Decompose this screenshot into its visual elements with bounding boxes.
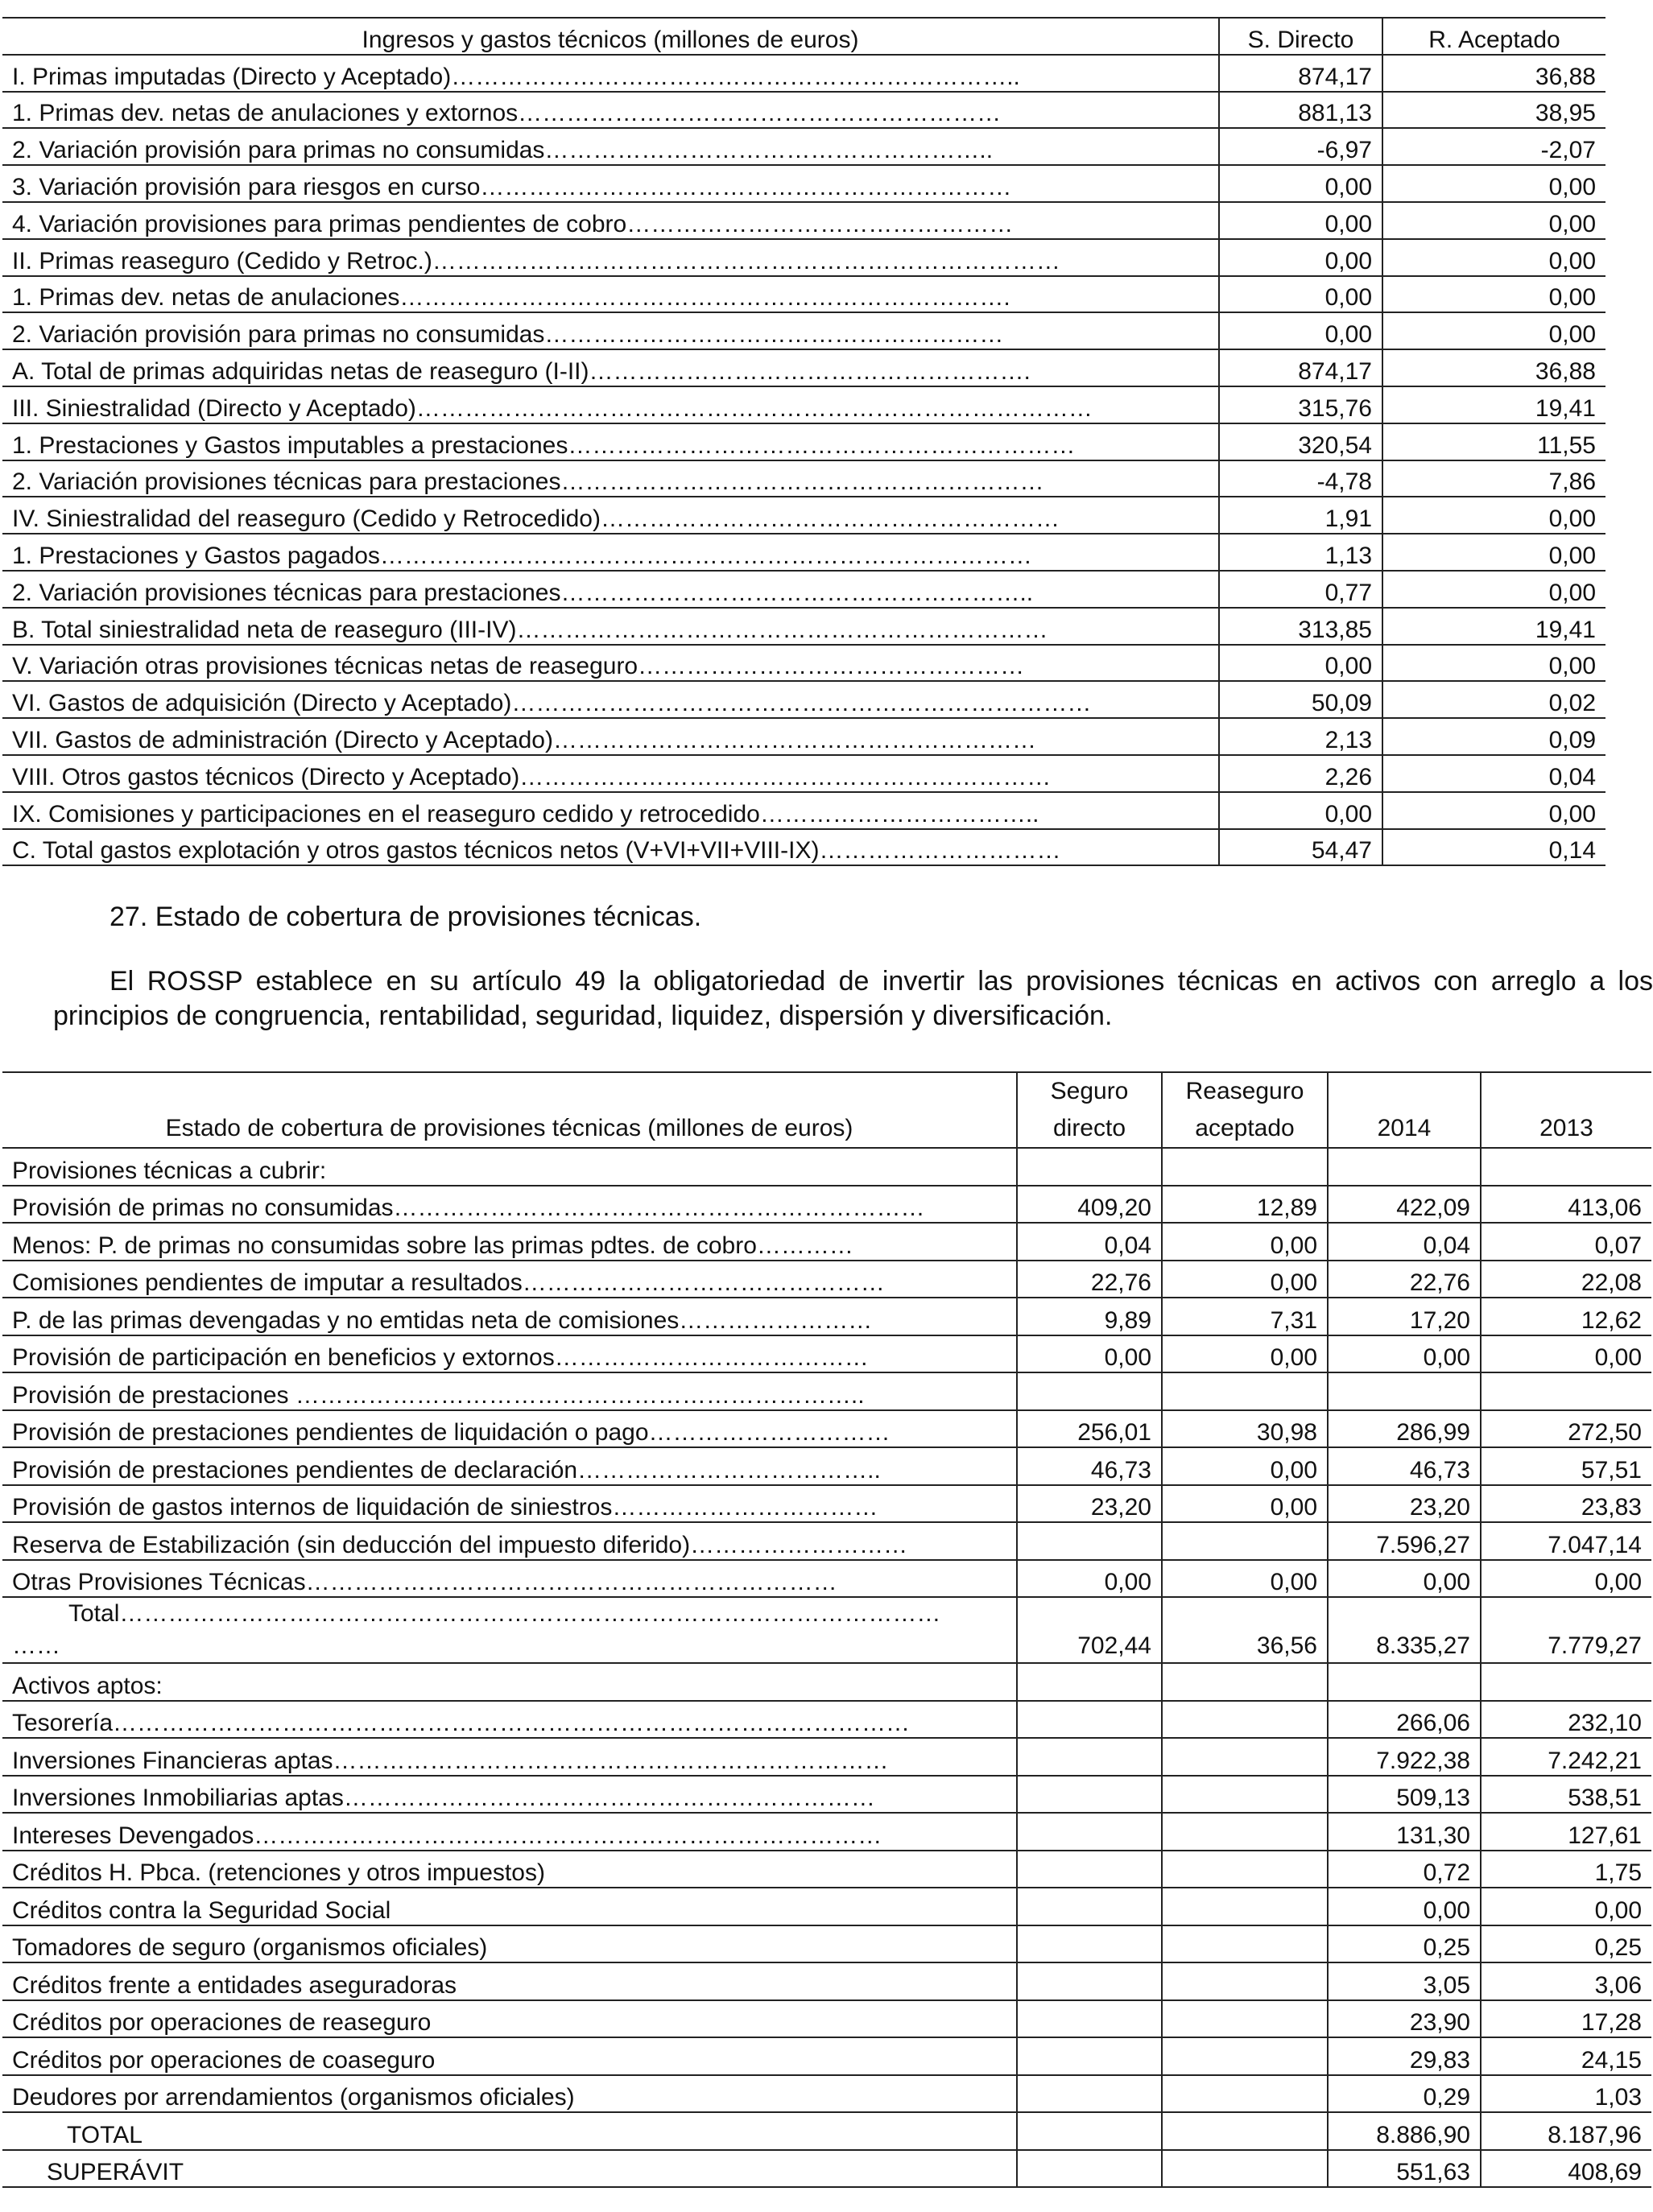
value-2014: 7.596,27 [1328, 1522, 1481, 1560]
empty-cell [1017, 2150, 1162, 2188]
table-row [2, 460, 1605, 497]
row-label: Créditos por operaciones de reaseguro [2, 2000, 1017, 2038]
row-label: Menos: P. de primas no consumidas sobre las primas pdtes. de cobro………… [2, 1223, 1017, 1261]
table-row [2, 312, 1605, 349]
row-label: 2. Variación provisiones técnicas para prestaciones………………………………………………….. [2, 571, 1219, 608]
value-2014: 7.922,38 [1328, 1738, 1481, 1776]
value-2014: 551,63 [1328, 2150, 1481, 2188]
table-row [2, 386, 1605, 423]
value-2013: 413,06 [1481, 1186, 1651, 1224]
value-2014: 46,73 [1328, 1447, 1481, 1485]
value-aceptado: 0,00 [1382, 792, 1605, 829]
table-row [2, 165, 1605, 202]
header-text: Reaseguro [1185, 1078, 1304, 1104]
empty-cell [1162, 2075, 1328, 2113]
value-2013: 127,61 [1481, 1813, 1651, 1851]
header-text: Seguro [1050, 1078, 1129, 1104]
row-label: Activos aptos: [2, 1663, 1017, 1701]
table-row [2, 1851, 1651, 1888]
empty-cell [1017, 1701, 1162, 1739]
row-label: VII. Gastos de administración (Directo y Aceptado)…………………………………………………… [2, 718, 1219, 755]
section-paragraph: El ROSSP establece en su artículo 49 la obligatoriedad de invertir las provisiones técnicas en activos con arreglo a los principios de congruencia, rentabilidad, seguridad, liquidez, dispersión y diversificación. [53, 966, 1653, 1031]
table-row [2, 1447, 1651, 1485]
row-label: IX. Comisiones y participaciones en el reaseguro cedido y retrocedido…………………………….. [2, 792, 1219, 829]
row-label: III. Siniestralidad (Directo y Aceptado)………………………………………………………………………… [2, 386, 1219, 423]
table-row [2, 1738, 1651, 1776]
value-aceptado: 0,00 [1382, 239, 1605, 276]
empty-cell [1162, 1851, 1328, 1888]
value-seguro-directo: 0,00 [1017, 1560, 1162, 1598]
empty-cell [1017, 1776, 1162, 1814]
row-label: 1. Prestaciones y Gastos imputables a prestaciones……………………………………………………… [2, 423, 1219, 460]
value-aceptado: 0,04 [1382, 755, 1605, 792]
table-row [2, 1485, 1651, 1523]
value-aceptado: 0,00 [1382, 497, 1605, 534]
value-directo: 1,13 [1219, 534, 1382, 571]
table-row [2, 1701, 1651, 1739]
empty-cell [1162, 1663, 1328, 1701]
value-directo: 0,00 [1219, 239, 1382, 276]
table-row [2, 718, 1605, 755]
value-2014: 8.886,90 [1328, 2112, 1481, 2150]
empty-cell [1017, 1738, 1162, 1776]
value-seguro-directo: 46,73 [1017, 1447, 1162, 1485]
table-row [2, 92, 1605, 129]
value-reaseguro-aceptado: 30,98 [1162, 1410, 1328, 1448]
value-2014: 0,25 [1328, 1925, 1481, 1963]
value-directo: 315,76 [1219, 386, 1382, 423]
table-row [2, 681, 1605, 718]
total-label-line: Total………………………………………………………………………………………… [68, 1600, 941, 1627]
value-reaseguro-aceptado: 36,56 [1162, 1597, 1328, 1663]
value-2014: 0,72 [1328, 1851, 1481, 1888]
header-seguro-directo [1017, 1072, 1162, 1148]
row-label: I. Primas imputadas (Directo y Aceptado)…………………………………………………………….. [2, 55, 1219, 92]
row-label: 3. Variación provisión para riesgos en curso………………………………………………………… [2, 165, 1219, 202]
row-label: C. Total gastos explotación y otros gastos técnicos netos (V+VI+VII+VIII-IX)………………………… [2, 829, 1219, 866]
value-directo: 54,47 [1219, 829, 1382, 866]
value-2014: 29,83 [1328, 2037, 1481, 2075]
value-2013: 7.779,27 [1481, 1597, 1651, 1663]
value-2013: 1,03 [1481, 2075, 1651, 2113]
table-header-row [2, 1072, 1651, 1148]
value-directo: 1,91 [1219, 497, 1382, 534]
row-label: Provisión de prestaciones pendientes de liquidación o pago………………………… [2, 1410, 1017, 1448]
table-row [2, 1776, 1651, 1814]
empty-cell [1162, 1738, 1328, 1776]
value-directo: -6,97 [1219, 128, 1382, 165]
table-row [2, 571, 1605, 608]
value-directo: 0,00 [1219, 276, 1382, 313]
value-aceptado: 0,09 [1382, 718, 1605, 755]
header-2013: 2013 [1481, 1072, 1651, 1148]
header-reaseguro-aceptado [1162, 1072, 1328, 1148]
value-reaseguro-aceptado: 0,00 [1162, 1335, 1328, 1373]
table-row [2, 829, 1605, 866]
table-row [2, 645, 1605, 682]
header-label: Ingresos y gastos técnicos (millones de euros) [2, 18, 1219, 55]
row-label: 1. Primas dev. netas de anulaciones y extornos…………………………………………………… [2, 92, 1219, 129]
row-label: Provisión de participación en beneficios y extornos………………………………… [2, 1335, 1017, 1373]
empty-cell [1162, 1776, 1328, 1814]
empty-cell [1162, 2112, 1328, 2150]
value-directo: 0,00 [1219, 312, 1382, 349]
table-row [2, 349, 1605, 386]
table-row [2, 1298, 1651, 1335]
table-row [2, 497, 1605, 534]
table-row [2, 2037, 1651, 2075]
row-label: 1. Primas dev. netas de anulaciones…………………………………………………………………. [2, 276, 1219, 313]
row-label: 4. Variación provisiones para primas pendientes de cobro………………………………………… [2, 202, 1219, 239]
value-directo: 313,85 [1219, 608, 1382, 645]
value-2014 [1328, 1663, 1481, 1701]
empty-cell [1017, 2000, 1162, 2038]
value-aceptado: 0,00 [1382, 202, 1605, 239]
value-2013: 22,08 [1481, 1261, 1651, 1298]
row-label: P. de las primas devengadas y no emtidas neta de comisiones…………………… [2, 1298, 1017, 1335]
value-aceptado: 0,00 [1382, 312, 1605, 349]
table-row [2, 1522, 1651, 1560]
value-seguro-directo: 9,89 [1017, 1298, 1162, 1335]
value-2014: 8.335,27 [1328, 1597, 1481, 1663]
value-2013: 7.242,21 [1481, 1738, 1651, 1776]
value-directo: 0,00 [1219, 165, 1382, 202]
empty-cell [1017, 1663, 1162, 1701]
empty-cell [1162, 1813, 1328, 1851]
empty-cell [1162, 2000, 1328, 2038]
value-2013: 0,00 [1481, 1335, 1651, 1373]
value-2014: 22,76 [1328, 1261, 1481, 1298]
row-label: Otras Provisiones Técnicas………………………………………………………… [2, 1560, 1017, 1598]
value-2014: 0,00 [1328, 1888, 1481, 1925]
empty-cell [1162, 1701, 1328, 1739]
row-label: Provisión de prestaciones …………………………………………………………….. [2, 1372, 1017, 1410]
value-aceptado: 19,41 [1382, 608, 1605, 645]
row-label: II. Primas reaseguro (Cedido y Retroc.)…………………………………………………………………… [2, 239, 1219, 276]
value-2013: 0,00 [1481, 1888, 1651, 1925]
value-2013: 232,10 [1481, 1701, 1651, 1739]
value-reaseguro-aceptado [1162, 1372, 1328, 1410]
row-label: Inversiones Financieras aptas…………………………………………………………… [2, 1738, 1017, 1776]
value-directo: 874,17 [1219, 55, 1382, 92]
header-directo: S. Directo [1219, 18, 1382, 55]
value-2013: 23,83 [1481, 1485, 1651, 1523]
value-seguro-directo: 409,20 [1017, 1186, 1162, 1224]
value-aceptado: 0,02 [1382, 681, 1605, 718]
value-directo: 0,00 [1219, 202, 1382, 239]
surplus-row [2, 2150, 1651, 2188]
empty-cell [1162, 1962, 1328, 2000]
table-row [2, 1261, 1651, 1298]
value-2014: 0,00 [1328, 1560, 1481, 1598]
empty-cell [1162, 2037, 1328, 2075]
table-row [2, 55, 1605, 92]
value-aceptado: 0,00 [1382, 534, 1605, 571]
row-label: TOTAL [2, 2112, 1017, 2150]
value-directo: 2,26 [1219, 755, 1382, 792]
value-seguro-directo: 0,00 [1017, 1335, 1162, 1373]
value-2013: 538,51 [1481, 1776, 1651, 1814]
empty-cell [1162, 2150, 1328, 2188]
table-row [2, 1335, 1651, 1373]
value-2013: 12,62 [1481, 1298, 1651, 1335]
table-row [2, 423, 1605, 460]
value-aceptado: 0,00 [1382, 165, 1605, 202]
table-row [2, 1410, 1651, 1448]
value-2014: 286,99 [1328, 1410, 1481, 1448]
row-label: B. Total siniestralidad neta de reaseguro (III-IV)………………………………………………………… [2, 608, 1219, 645]
table-row [2, 1186, 1651, 1224]
value-2013: 24,15 [1481, 2037, 1651, 2075]
table-row [2, 1148, 1651, 1186]
table-row [2, 1560, 1651, 1598]
table-row [2, 755, 1605, 792]
value-2013: 7.047,14 [1481, 1522, 1651, 1560]
row-label: VI. Gastos de adquisición (Directo y Aceptado)……………………………………………………………… [2, 681, 1219, 718]
table-row [2, 128, 1605, 165]
value-seguro-directo: 702,44 [1017, 1597, 1162, 1663]
value-reaseguro-aceptado: 0,00 [1162, 1261, 1328, 1298]
table-row [2, 202, 1605, 239]
row-label: Comisiones pendientes de imputar a resultados……………………………………… [2, 1261, 1017, 1298]
empty-cell [1017, 2075, 1162, 2113]
total-label [2, 1597, 1017, 1663]
table-row [2, 1372, 1651, 1410]
value-2014: 17,20 [1328, 1298, 1481, 1335]
value-2013: 57,51 [1481, 1447, 1651, 1485]
empty-cell [1162, 1888, 1328, 1925]
total-label-line: …… [12, 1632, 60, 1659]
empty-cell [1017, 1925, 1162, 1963]
header-aceptado: R. Aceptado [1382, 18, 1605, 55]
value-directo: 0,00 [1219, 792, 1382, 829]
table-row [2, 1813, 1651, 1851]
empty-cell [1162, 1925, 1328, 1963]
value-2013: 3,06 [1481, 1962, 1651, 2000]
value-seguro-directo: 22,76 [1017, 1261, 1162, 1298]
value-aceptado: 36,88 [1382, 349, 1605, 386]
value-seguro-directo: 23,20 [1017, 1485, 1162, 1523]
value-directo: 881,13 [1219, 92, 1382, 129]
table-row [2, 1888, 1651, 1925]
empty-cell [1017, 2112, 1162, 2150]
value-seguro-directo [1017, 1148, 1162, 1186]
header-text: directo [1052, 1115, 1126, 1141]
header-text: aceptado [1195, 1115, 1295, 1141]
row-label: 2. Variación provisión para primas no consumidas……………………………………………….. [2, 128, 1219, 165]
value-reaseguro-aceptado: 7,31 [1162, 1298, 1328, 1335]
row-label: IV. Siniestralidad del reaseguro (Cedido y Retrocedido)………………………………………………… [2, 497, 1219, 534]
total-assets-row [2, 2112, 1651, 2150]
value-seguro-directo [1017, 1372, 1162, 1410]
table-row [2, 239, 1605, 276]
header-2014: 2014 [1328, 1072, 1481, 1148]
value-aceptado: 0,00 [1382, 276, 1605, 313]
value-directo: -4,78 [1219, 460, 1382, 497]
table-row [2, 1223, 1651, 1261]
table-row [2, 2000, 1651, 2038]
value-aceptado: 0,00 [1382, 571, 1605, 608]
row-label: Provisión de prestaciones pendientes de declaración……………………………….. [2, 1447, 1017, 1485]
section-heading: 27. Estado de cobertura de provisiones técnicas. [110, 902, 702, 932]
value-directo: 320,54 [1219, 423, 1382, 460]
value-directo: 2,13 [1219, 718, 1382, 755]
table-row [2, 2075, 1651, 2113]
row-label: VIII. Otros gastos técnicos (Directo y Aceptado)………………………………………………………… [2, 755, 1219, 792]
table-row [2, 1925, 1651, 1963]
value-2013 [1481, 1372, 1651, 1410]
row-label: 1. Prestaciones y Gastos pagados……………………………………………………………………… [2, 534, 1219, 571]
value-2014: 509,13 [1328, 1776, 1481, 1814]
value-2013: 17,28 [1481, 2000, 1651, 2038]
value-2013: 272,50 [1481, 1410, 1651, 1448]
empty-cell [1017, 1888, 1162, 1925]
value-reaseguro-aceptado: 0,00 [1162, 1485, 1328, 1523]
value-aceptado: 38,95 [1382, 92, 1605, 129]
value-2014: 23,90 [1328, 2000, 1481, 2038]
row-label: Reserva de Estabilización (sin deducción del impuesto diferido)……………………… [2, 1522, 1017, 1560]
value-directo: 0,00 [1219, 645, 1382, 682]
value-2014: 131,30 [1328, 1813, 1481, 1851]
value-reaseguro-aceptado: 0,00 [1162, 1223, 1328, 1261]
value-2013: 0,00 [1481, 1560, 1651, 1598]
value-2013: 0,25 [1481, 1925, 1651, 1963]
value-directo: 874,17 [1219, 349, 1382, 386]
value-seguro-directo: 0,04 [1017, 1223, 1162, 1261]
value-aceptado: 0,14 [1382, 829, 1605, 866]
value-2014: 0,04 [1328, 1223, 1481, 1261]
table-header-row [2, 18, 1605, 55]
header-label: Estado de cobertura de provisiones técnicas (millones de euros) [2, 1072, 1017, 1148]
row-label: 2. Variación provisión para primas no consumidas………………………………………………… [2, 312, 1219, 349]
row-label: Deudores por arrendamientos (organismos oficiales) [2, 2075, 1017, 2113]
value-2014: 422,09 [1328, 1186, 1481, 1224]
value-seguro-directo: 256,01 [1017, 1410, 1162, 1448]
value-directo: 0,77 [1219, 571, 1382, 608]
value-reaseguro-aceptado: 12,89 [1162, 1186, 1328, 1224]
value-2014: 0,00 [1328, 1335, 1481, 1373]
table-row [2, 1663, 1651, 1701]
value-2013: 8.187,96 [1481, 2112, 1651, 2150]
empty-cell [1017, 1962, 1162, 2000]
row-label: Provisión de gastos internos de liquidación de siniestros…………………………… [2, 1485, 1017, 1523]
value-seguro-directo [1017, 1522, 1162, 1560]
value-reaseguro-aceptado: 0,00 [1162, 1447, 1328, 1485]
value-2014 [1328, 1372, 1481, 1410]
row-label: Intereses Devengados…………………………………………………………………… [2, 1813, 1017, 1851]
income-expense-table [2, 17, 1605, 866]
empty-cell [1017, 1813, 1162, 1851]
value-reaseguro-aceptado: 0,00 [1162, 1560, 1328, 1598]
row-label: 2. Variación provisiones técnicas para prestaciones…………………………………………………… [2, 460, 1219, 497]
table-row [2, 608, 1605, 645]
value-directo: 50,09 [1219, 681, 1382, 718]
value-2014: 3,05 [1328, 1962, 1481, 2000]
row-label: Créditos por operaciones de coaseguro [2, 2037, 1017, 2075]
value-2014: 266,06 [1328, 1701, 1481, 1739]
row-label: Inversiones Inmobiliarias aptas………………………………………………………… [2, 1776, 1017, 1814]
value-aceptado: 0,00 [1382, 645, 1605, 682]
table-row [2, 1962, 1651, 2000]
table-row [2, 276, 1605, 313]
table-row [2, 792, 1605, 829]
value-2013 [1481, 1663, 1651, 1701]
value-2014: 0,29 [1328, 2075, 1481, 2113]
empty-cell [1017, 1851, 1162, 1888]
value-reaseguro-aceptado [1162, 1522, 1328, 1560]
row-label: SUPERÁVIT [2, 2150, 1017, 2188]
value-2014: 23,20 [1328, 1485, 1481, 1523]
row-label: Provisiones técnicas a cubrir: [2, 1148, 1017, 1186]
empty-cell [1017, 2037, 1162, 2075]
value-2013 [1481, 1148, 1651, 1186]
table-row [2, 534, 1605, 571]
value-aceptado: 19,41 [1382, 386, 1605, 423]
value-aceptado: -2,07 [1382, 128, 1605, 165]
value-2013: 0,07 [1481, 1223, 1651, 1261]
value-aceptado: 7,86 [1382, 460, 1605, 497]
row-label: Provisión de primas no consumidas………………………………………………………… [2, 1186, 1017, 1224]
value-aceptado: 36,88 [1382, 55, 1605, 92]
coverage-table [2, 1071, 1651, 2188]
row-label: V. Variación otras provisiones técnicas netas de reaseguro………………………………………… [2, 645, 1219, 682]
row-label: Créditos H. Pbca. (retenciones y otros impuestos) [2, 1851, 1017, 1888]
total-row [2, 1597, 1651, 1663]
row-label: A. Total de primas adquiridas netas de reaseguro (I-II)………………………………………………. [2, 349, 1219, 386]
value-2013: 408,69 [1481, 2150, 1651, 2188]
row-label: Tesorería……………………………………………………………………………………… [2, 1701, 1017, 1739]
value-2014 [1328, 1148, 1481, 1186]
value-2013: 1,75 [1481, 1851, 1651, 1888]
row-label: Tomadores de seguro (organismos oficiales) [2, 1925, 1017, 1963]
row-label: Créditos contra la Seguridad Social [2, 1888, 1017, 1925]
value-aceptado: 11,55 [1382, 423, 1605, 460]
value-reaseguro-aceptado [1162, 1148, 1328, 1186]
row-label: Créditos frente a entidades aseguradoras [2, 1962, 1017, 2000]
